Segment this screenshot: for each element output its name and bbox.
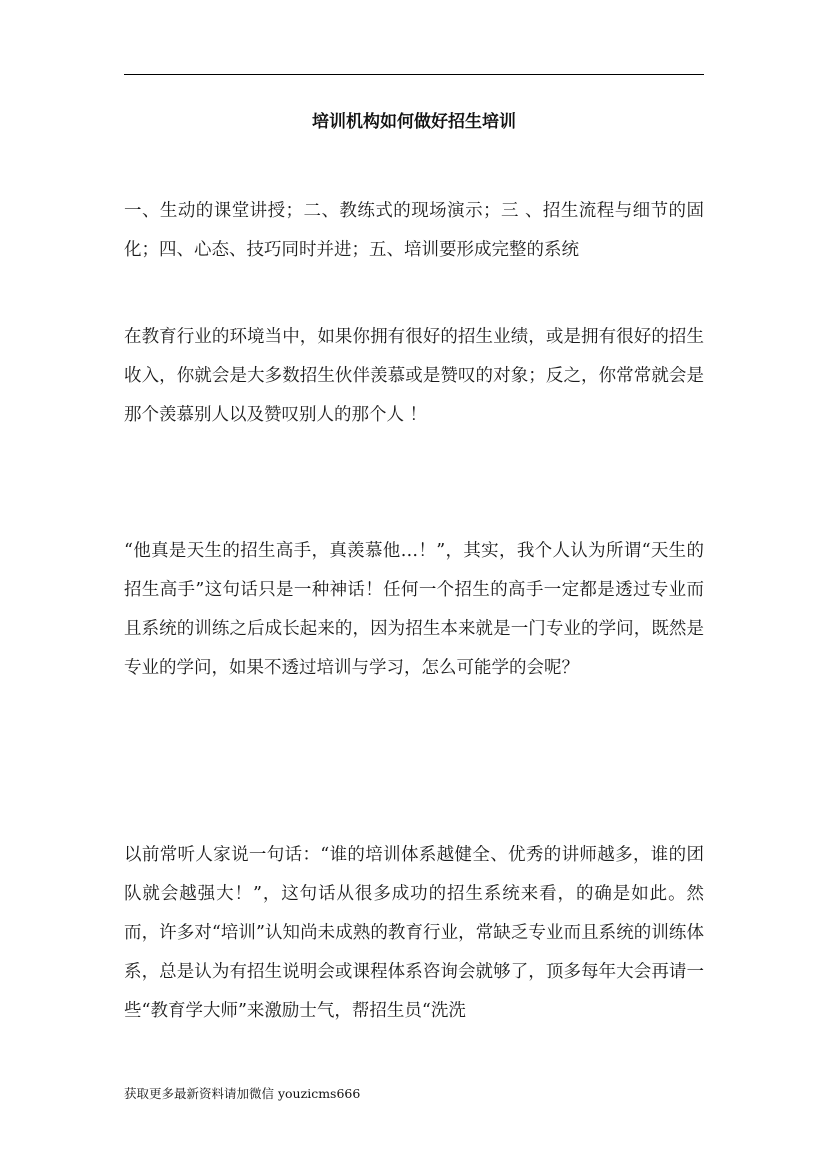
paragraph-talent-myth: “他真是天生的招生高手，真羡慕他…！”，其实，我个人认为所谓“天生的招生高手”这句话只是一种神话！任何一个招生的高手一定都是透过专业而且系统的训练之后成长起来的，因为招生本来就是一门专业的学问，既然是专业的学问，如果不透过培训与学习，怎么可能学的会呢？ — [124, 541, 704, 678]
paragraph-summary: 一、生动的课堂讲授；二、教练式的现场演示；三 、招生流程与细节的固化；四、心态、技巧同时并进；五、培训要形成完整的系统 — [124, 201, 704, 260]
footer-note: 获取更多最新资料请加微信 youzicms666 — [124, 1086, 361, 1101]
paragraph-intro: 在教育行业的环境当中，如果你拥有很好的招生业绩，或是拥有很好的招生收入，你就会是大多数招生伙伴羡慕或是赞叹的对象；反之，你常常就会是那个羡慕别人以及赞叹别人的那个人 ！ — [124, 327, 704, 425]
document-title: 培训机构如何做好招生培训 — [312, 112, 516, 132]
header-rule — [124, 74, 704, 75]
paragraph-training-system: 以前常听人家说一句话：“谁的培训体系越健全、优秀的讲师越多，谁的团队就会越强大！”，这句话从很多成功的招生系统来看，的确是如此。然而，许多对“培训”认知尚未成熟的教育行业，常缺乏专业而且系统的训练体系，总是认为有招生说明会或课程体系咨询会就够了，顶多每年大会再请一些“教育学大师”来激励士气，帮招生员“洗洗 — [124, 845, 704, 1021]
